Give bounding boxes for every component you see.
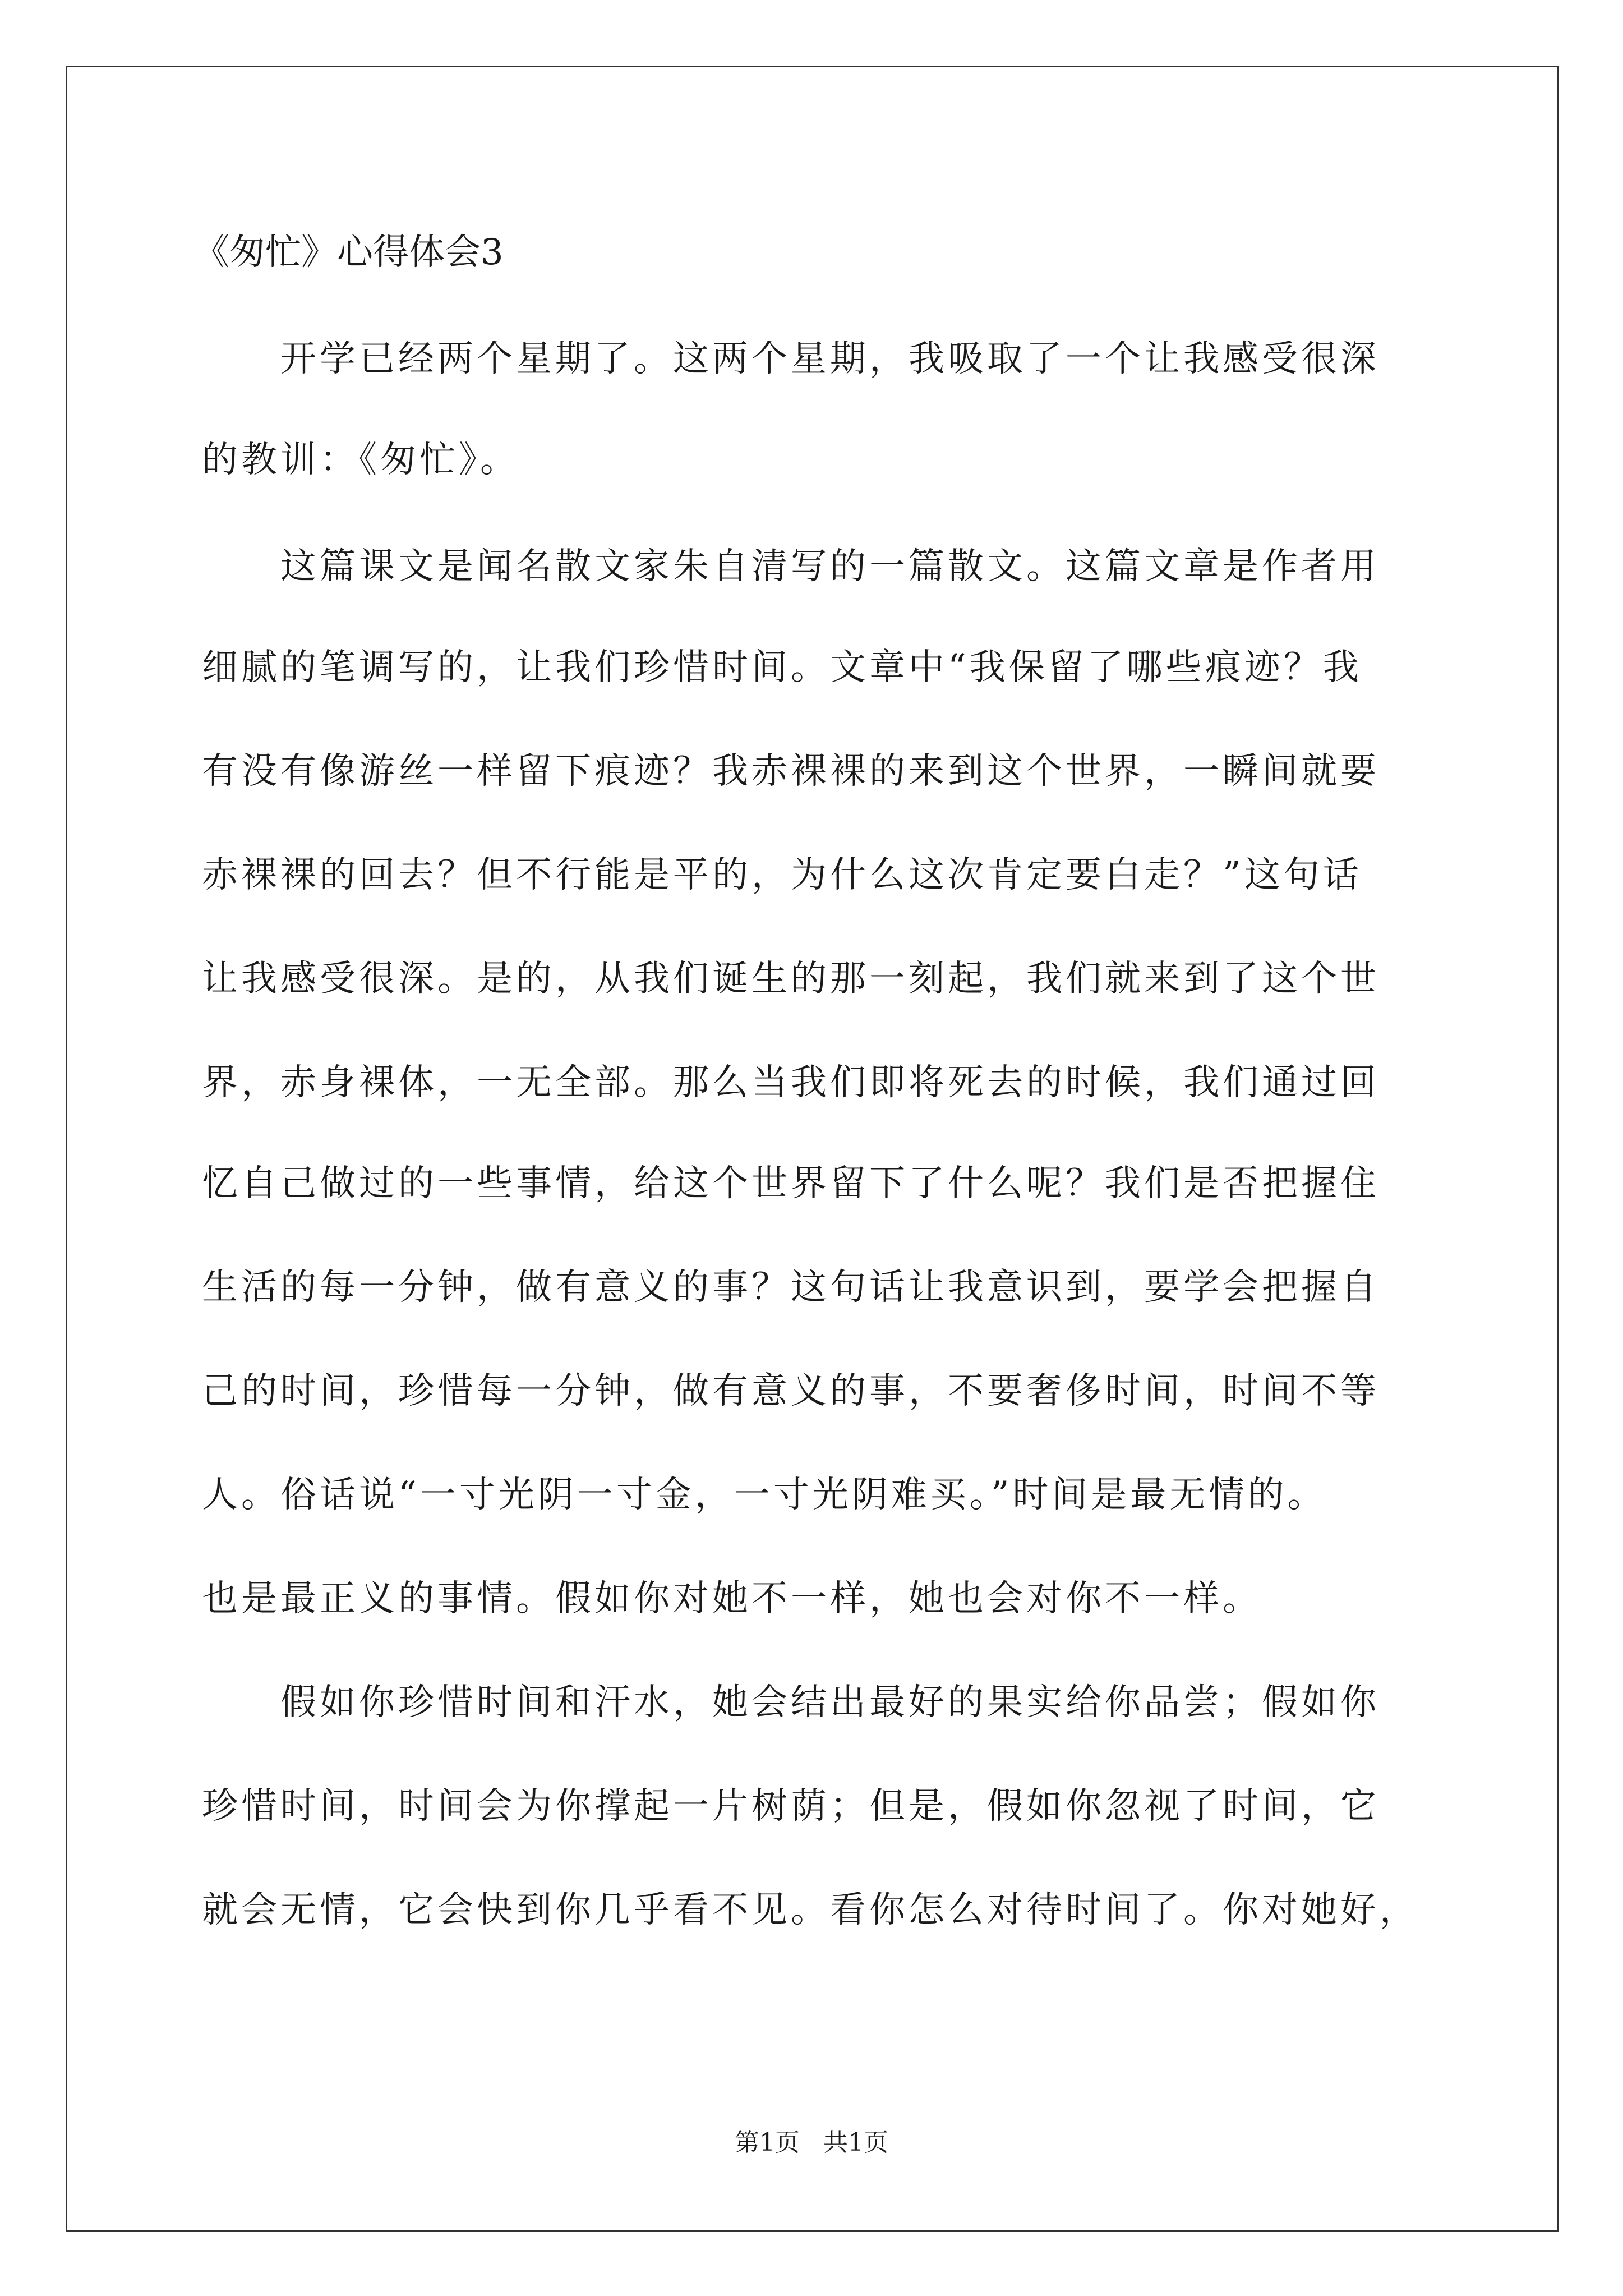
paragraph-3-line-1: 假如你珍惜时间和汗水，她会结出最好的果实给你品尝；假如你 xyxy=(280,1682,1380,1723)
paragraph-2-line-9: 己的时间，珍惜每一分钟，做有意义的事，不要奢侈时间，时间不等 xyxy=(202,1370,1380,1412)
paragraph-1-line-2: 的教训：《匆忙》。 xyxy=(202,439,519,481)
document-title: 《匆忙》心得体会3 xyxy=(193,232,504,273)
paragraph-2-line-8: 生活的每一分钟，做有意义的事？这句话让我意识到，要学会把握自 xyxy=(202,1267,1380,1308)
paragraph-2-line-4: 赤裸裸的回去？但不行能是平的，为什么这次肯定要白走？”这句话 xyxy=(202,854,1362,896)
paragraph-2-line-6: 界，赤身裸体，一无全部。那么当我们即将死去的时候，我们通过回 xyxy=(202,1062,1380,1103)
page-number-footer: 第1页 共1页 xyxy=(735,2128,888,2157)
paragraph-2-line-11: 也是最正义的事情。假如你对她不一样，她也会对你不一样。 xyxy=(202,1578,1262,1619)
paragraph-2-line-3: 有没有像游丝一样留下痕迹？我赤裸裸的来到这个世界，一瞬间就要 xyxy=(202,751,1380,792)
paragraph-3-line-3: 就会无情，它会快到你几乎看不见。看你怎么对待时间了。你对她好， xyxy=(202,1889,1419,1931)
paragraph-2-line-1: 这篇课文是闻名散文家朱自清写的一篇散文。这篇文章是作者用 xyxy=(280,546,1380,587)
paragraph-2-line-5: 让我感受很深。是的，从我们诞生的那一刻起，我们就来到了这个世 xyxy=(202,958,1380,1000)
paragraph-3-line-2: 珍惜时间，时间会为你撑起一片树荫；但是，假如你忽视了时间，它 xyxy=(202,1786,1380,1827)
paragraph-1-line-1: 开学已经两个星期了。这两个星期，我吸取了一个让我感受很深 xyxy=(280,338,1380,380)
paragraph-2-line-7: 忆自己做过的一些事情，给这个世界留下了什么呢？我们是否把握住 xyxy=(202,1163,1380,1204)
paragraph-2-line-10: 人。俗话说“一寸光阴一寸金，一寸光阴难买。”时间是最无情的。 xyxy=(202,1474,1327,1516)
paragraph-2-line-2: 细腻的笔调写的，让我们珍惜时间。文章中“我保留了哪些痕迹？我 xyxy=(202,647,1362,688)
